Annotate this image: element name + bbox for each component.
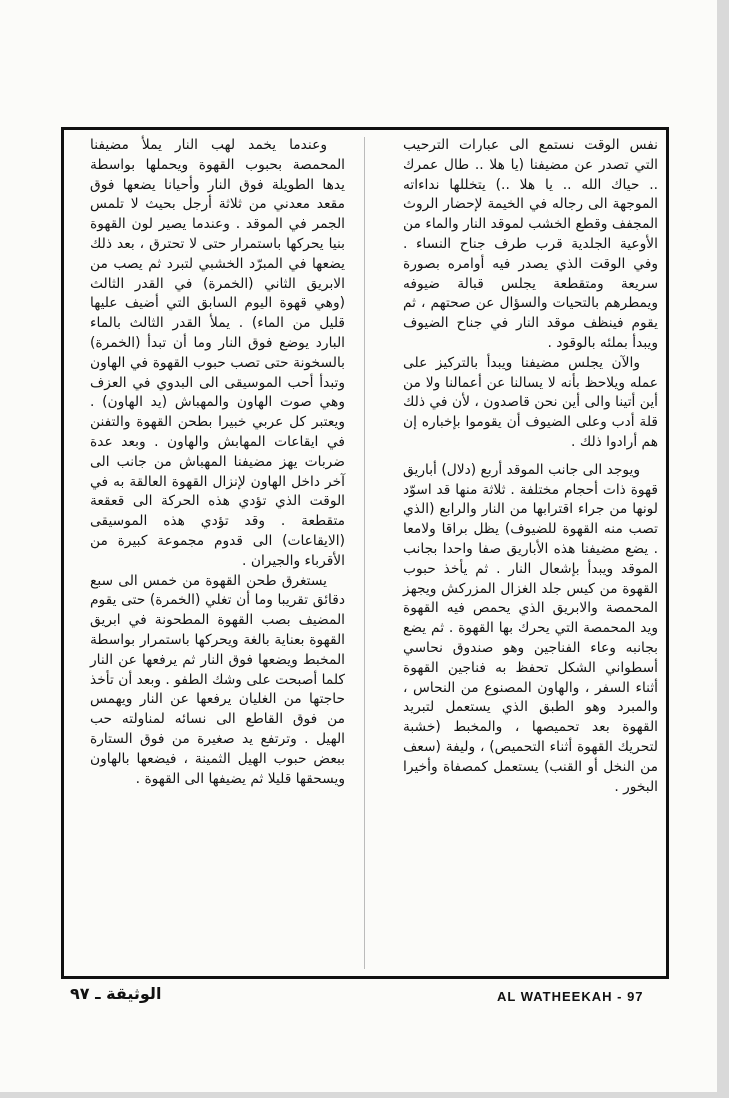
paragraph: يستغرق طحن القهوة من خمس الى سبع دقائق تقريبا وما أن تغلي (الخمرة) حتى يقوم المضيف بصب القهوة المطحونة في ابريق القهوة بعناية بالغة ويحركها باستمرار بواسطة المخبط ويضعها فوق النار ثم يرفعها عن النار كلما أصبحت على وشك الطفو . وبعد أن تأخذ حاجتها من الغليان يرفعها عن النار ويهمس من فوق القاطع الى نسائه لمناولته حب الهيل . وترتفع يد صغيرة من فوق الستارة ببعض حبوب الهيل الثمينة ، فيضعها بالهاون ويسحقها قليلا ثم يضيفها الى القهوة . — [90, 572, 345, 787]
article-column-left — [90, 136, 345, 789]
page-footer-arabic: الوثيقة ـ ٩٧ — [70, 984, 162, 1003]
paragraph: ويوجد الى جانب الموقد أربع (دلال) أباريق قهوة ذات أحجام مختلفة . ثلاثة منها قد اسوّد لونها من جراء اقترابها من النار والرابع (الذي تصب منه القهوة للضيوف) يظل براقا ولامعا . يضع مضيفنا هذه الأباريق صفا واحدا بجانب الموقد ويبدأ بإشعال النار . ثم يأخذ حبوب القهوة من كيس جلد الغزال المزركش ويجهز المحمصة والابريق الذي يحمص فيه القهوة ويد المحمصة التي يحرك بها القهوة . ثم يضع بجانبه وعاء الفناجين وهو صندوق نحاسي أسطواني الشكل تحفظ به فناجين القهوة أثناء السفر ، والهاون المصنوع من النحاس ، والمبرد وهو الطبق الذي يستعمل لتبريد القهوة بعد تحميصها ، والمخبط (خشبة لتحريك القهوة أثناء التحميص) ، وليفة (سعف من النخل أو القنب) يستعمل كمصفاة وأخيرا البخور . — [403, 461, 658, 795]
paragraph: والآن يجلس مضيفنا ويبدأ بالتركيز على عمله ويلاحظ بأنه لا يسالنا عن أعمالنا ولا من أين أتينا والى أين نحن قاصدون ، لأن في ذلك قلة أدب وعلى الضيوف أن يقوموا بإخباره إن هم أرادوا ذلك . — [403, 354, 658, 450]
paragraph: وعندما يخمد لهب النار يملأ مضيفنا المحمصة بحبوب القهوة ويحملها بواسطة يدها الطويلة فوق النار وأحيانا يضعها فوق مقعد معدني من ثلاثة أرجل بحيث لا تلمس الجمر في الموقد . وعندما يصير لون القهوة بنيا يحركها باستمرار حتى لا تحترق ، بعد ذلك يضعها في المبرّد الخشبي لتبرد ثم يصب من الابريق الثاني (الخمرة) في القدر الثالث (وهي قهوة اليوم السابق التي أضيف عليها قليل من الماء) . يملأ القدر الثالث بالماء البارد يوضع فوق النار وما أن تبدأ (الخمرة) بالسخونة حتى تصب حبوب القهوة في الهاون وتبدأ أحب الموسيقى الى البدوي في العزف وهي صوت الهاون والمهباش (يد الهاون) . ويعتبر كل عربي خبيرا بطحن القهوة والتفنن في ايقاعات المهابش والهاون . وبعد عدة ضربات يهز مضيفنا المهباش من جانب الى آخر داخل الهاون لإنزال القهوة العالقة به في الوقت الذي تؤدي هذه الحركة الى قعقعة متقطعة . وقد تؤدي هذه الموسيقى (الايقاعات) الى قدوم مجموعة كبيرة من الأقرباء والجيران . — [90, 137, 345, 569]
page-footer-latin: AL WATHEEKAH - 97 — [497, 989, 644, 1004]
column-divider — [364, 137, 365, 969]
article-column-right — [403, 136, 658, 797]
paragraph: نفس الوقت نستمع الى عبارات الترحيب التي تصدر عن مضيفنا (يا هلا .. طال عمرك .. حياك الله .. يا هلا ..) يتخللها نداءاته الموجهة الى رجاله في الخيمة لإحضار الروث المجفف وقطع الخشب لموقد النار والماء من الأوعية الجلدية قرب طرف جناح النساء . وفي الوقت الذي يصدر فيه أوامره بصورة سريعة ومتقطعة يجلس قبالة ضيوفه ويمطرهم بالتحيات والسؤال عن صحتهم ، ثم يقوم فينظف موقد النار في جناح الضيوف ويبدأ بملئه بالوقود . — [403, 137, 658, 351]
